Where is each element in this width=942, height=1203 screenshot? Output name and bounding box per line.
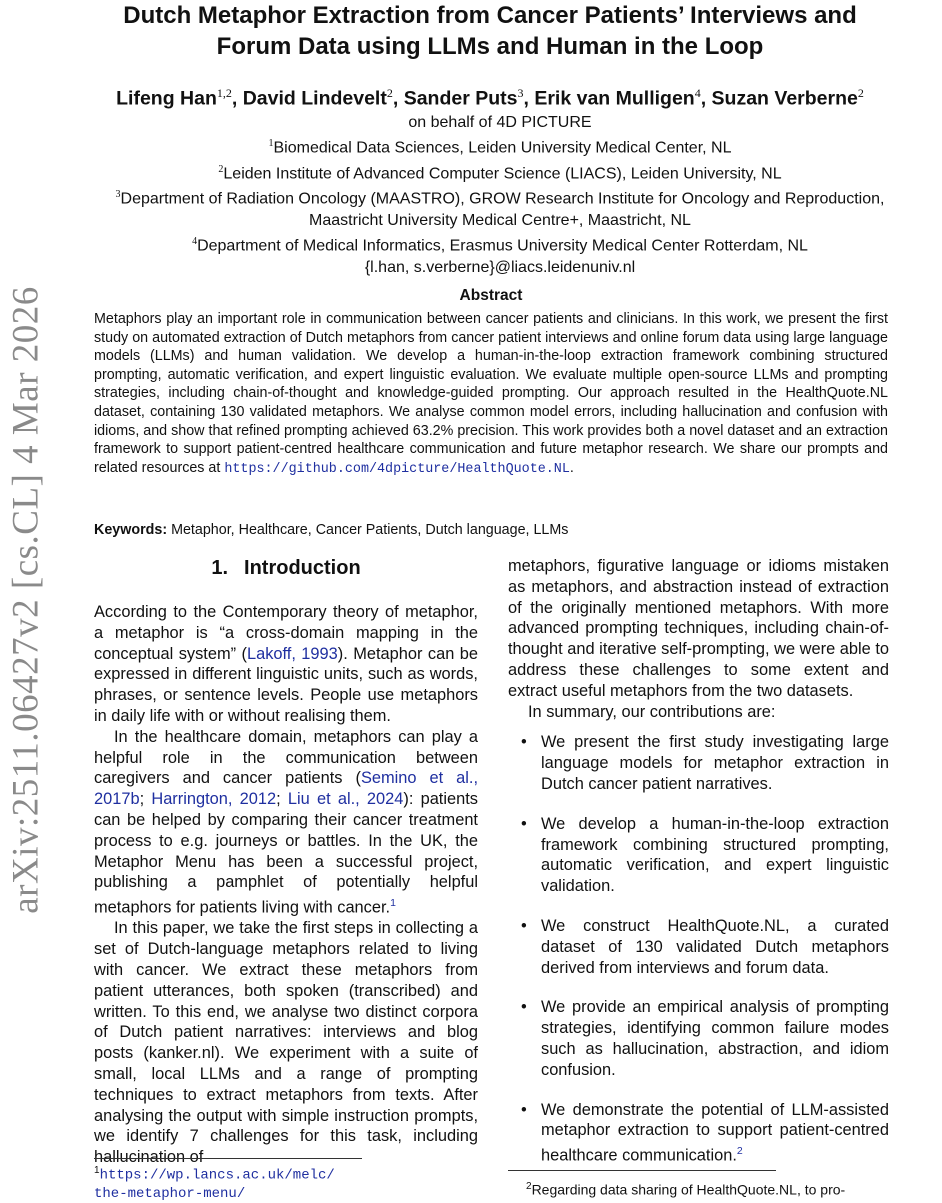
list-item <box>508 732 889 794</box>
list-item-text: We construct HealthQuote.NL, a curated dataset of 130 validated Dutch metaphors derived from interviews and forum data. <box>541 916 889 977</box>
affiliation-1 <box>60 133 940 159</box>
affil-text: Biomedical Data Sciences, Leiden University Medical Center, NL <box>273 139 732 157</box>
affil-text: Department of Medical Informatics, Erasmus University Medical Center Rotterdam, NL <box>197 237 808 255</box>
abstract-end: . <box>569 459 574 476</box>
contact-email: {l.han, s.verberne}@liacs.leidenuniv.nl <box>364 258 636 276</box>
footnote-number: 2 <box>526 1181 532 1192</box>
author: Erik van Mulligen <box>534 87 695 110</box>
footnote-text: Regarding data sharing of HealthQuote.NL, to pro- <box>531 1181 846 1198</box>
paper-title <box>80 0 900 62</box>
list-item-text: We provide an empirical analysis of prompting strategies, identifying common failure modes such as hallucination, abstraction, and idiom confusion. <box>541 998 889 1079</box>
keywords-label: Keywords: <box>94 522 168 538</box>
bullet-icon: • <box>521 998 527 1017</box>
contribution-list <box>508 732 889 1166</box>
text-run: ; <box>139 790 152 809</box>
bullet-icon: • <box>521 733 527 752</box>
author-separator: , <box>523 87 535 110</box>
author-separator: , <box>231 87 243 110</box>
affiliation-3-cont: Maastricht University Medical Centre+, Maastricht, NL <box>309 211 691 229</box>
affil-mark: 1 <box>268 138 274 150</box>
arxiv-identifier: arXiv:2511.06427v2 [cs.CL] 4 Mar 2026 <box>5 286 47 914</box>
list-item-text: We present the first study investigating large language models for metaphor extraction in Dutch cancer patient narratives. <box>541 733 889 793</box>
author: Lifeng Han <box>116 87 217 110</box>
footnote-divider <box>94 1158 362 1159</box>
footnote-link-cont[interactable]: the-metaphor-menu/ <box>94 1185 246 1202</box>
section-title: Introduction <box>244 557 361 579</box>
list-item-text: We develop a human-in-the-loop extraction framework combining structured prompting, automatic verification, and expert linguistic validation. <box>541 814 889 896</box>
keywords-text: Metaphor, Healthcare, Cancer Patients, Dutch language, LLMs <box>167 522 569 538</box>
paragraph: metaphors, figurative language or idioms mistaken as metaphors, and abstraction instead of extraction of the originally mentioned metaphors. With more advanced prompting techniques, including chain-of-thought and iterative self-prompting, we were able to address these challenges to some extent and extract useful metaphors from the two datasets. <box>508 557 889 700</box>
footnote-divider <box>508 1170 776 1171</box>
affil-mark: 3 <box>115 189 121 201</box>
paragraph <box>94 602 478 727</box>
list-item <box>508 814 889 897</box>
author-separator: , <box>392 87 404 110</box>
author-affil-mark: 2 <box>857 86 864 100</box>
title-line-2: Forum Data using LLMs and Human in the Loop <box>216 33 764 60</box>
abstract-body <box>94 310 888 479</box>
affiliation-2 <box>60 159 940 185</box>
abstract-text: Metaphors play an important role in communication between cancer patients and clinicians. In this work, we present the first study on automated extraction of Dutch metaphors from cancer patient interviews and online forum data using large language models (LLMs) and human validation. We develop a human-in-the-loop extraction framework combining structured prompting, automatic verification, and expert linguistic evaluation. We evaluate multiple open-source LLMs and prompting strategies, including chain-of-thought and knowledge-guided prompting. Our approach resulted in the HealthQuote.NL dataset, containing 130 validated metaphors. We analyse common model errors, including hallucination and confusion with idioms, and show that refined prompting achieved 63.2% precision. This work provides both a novel dataset and an extraction framework to support patient-centred healthcare communication and future metaphor research. We share our prompts and related resources at <box>94 311 888 476</box>
affiliation-4 <box>60 231 940 257</box>
footnote-1 <box>94 1162 335 1203</box>
right-column <box>508 556 889 1185</box>
title-line-1: Dutch Metaphor Extraction from Cancer Patients’ Interviews and <box>123 2 857 29</box>
bullet-icon: • <box>521 916 527 935</box>
citation-link[interactable]: Harrington, 2012 <box>151 790 277 809</box>
citation-link[interactable]: Semino et al., 2017b <box>94 769 479 809</box>
list-item <box>508 1100 889 1167</box>
list-item <box>508 916 889 978</box>
behalf-line: on behalf of 4D PICTURE <box>408 114 592 131</box>
section-number: 1. <box>211 557 229 579</box>
text-run: ). Metaphor can be expressed in different linguistic units, such as words, phrases, or sentence levels. People use metaphors in daily life with or without realising them. <box>94 644 478 725</box>
citation-link[interactable]: Lakoff, 1993 <box>246 644 338 663</box>
list-item <box>508 997 889 1080</box>
footnote-number: 1 <box>94 1165 100 1176</box>
author-affil-mark: 2 <box>386 86 393 100</box>
author-list <box>80 86 900 111</box>
text-run: ; <box>276 790 288 809</box>
keywords <box>94 522 568 538</box>
footnote-marker[interactable]: 2 <box>736 1145 743 1158</box>
footnote-marker[interactable]: 1 <box>390 897 396 910</box>
author: Sander Puts <box>403 87 518 110</box>
bullet-icon: • <box>521 814 527 833</box>
abstract-heading: Abstract <box>459 287 523 304</box>
bullet-icon: • <box>521 1100 527 1119</box>
author-affil-mark: 4 <box>694 86 701 100</box>
footnote-2 <box>526 1178 845 1199</box>
affil-text: Department of Radiation Oncology (MAASTRO), GROW Research Institute for Oncology and Reproduction, <box>120 190 885 208</box>
resource-link[interactable]: https://github.com/4dpicture/HealthQuote.NL <box>224 461 570 477</box>
paragraph <box>94 727 478 919</box>
left-column <box>94 556 478 1168</box>
text-run: ): patients can be helped by comparing their cancer treatment process to e.g. journeys or battles. In the UK, the Metaphor Menu has been a successful project, publishing a pamphlet of potentially helpful metaphors for patients living with cancer. <box>94 790 478 917</box>
paragraph: In summary, our contributions are: <box>528 702 776 721</box>
list-item-text: We demonstrate the potential of LLM-assisted metaphor extraction to support patient-centred healthcare communication. <box>541 1100 889 1165</box>
paragraph: In this paper, we take the first steps in collecting a set of Dutch-language metaphors related to living with cancer. We extract these metaphors from patient utterances, both spoken (transcribed) and written. To this end, we analyse two distinct corpora of Dutch patient narratives: interviews and blog posts (kanker.nl). We experiment with a suite of small, local LLMs and a range of prompting techniques to extract metaphors from texts. After analysing the output with simple instruction prompts, we identify 7 challenges for this task, including hallucination of <box>94 919 478 1167</box>
affiliation-3 <box>60 184 940 210</box>
author-affil-mark: 3 <box>517 86 524 100</box>
affil-text: Leiden Institute of Advanced Computer Science (LIACS), Leiden University, NL <box>223 165 782 183</box>
section-heading <box>94 556 478 580</box>
author: David Lindevelt <box>242 87 387 110</box>
affil-mark: 4 <box>192 236 198 247</box>
footnote-link[interactable]: https://wp.lancs.ac.uk/melc/ <box>99 1167 335 1184</box>
author-separator: , <box>700 87 712 110</box>
affiliations <box>60 112 940 278</box>
affil-mark: 2 <box>218 163 224 175</box>
author-affil-mark: 1,2 <box>216 86 232 100</box>
text-run: In the healthcare domain, metaphors can play a helpful role in the communication between caregivers and cancer patients ( <box>94 727 478 788</box>
citation-link[interactable]: Liu et al., 2024 <box>287 790 404 809</box>
author: Suzan Verberne <box>711 87 858 110</box>
text-run: According to the Contemporary theory of metaphor, a metaphor is “a cross-domain mapping in the conceptual system” ( <box>94 603 478 663</box>
